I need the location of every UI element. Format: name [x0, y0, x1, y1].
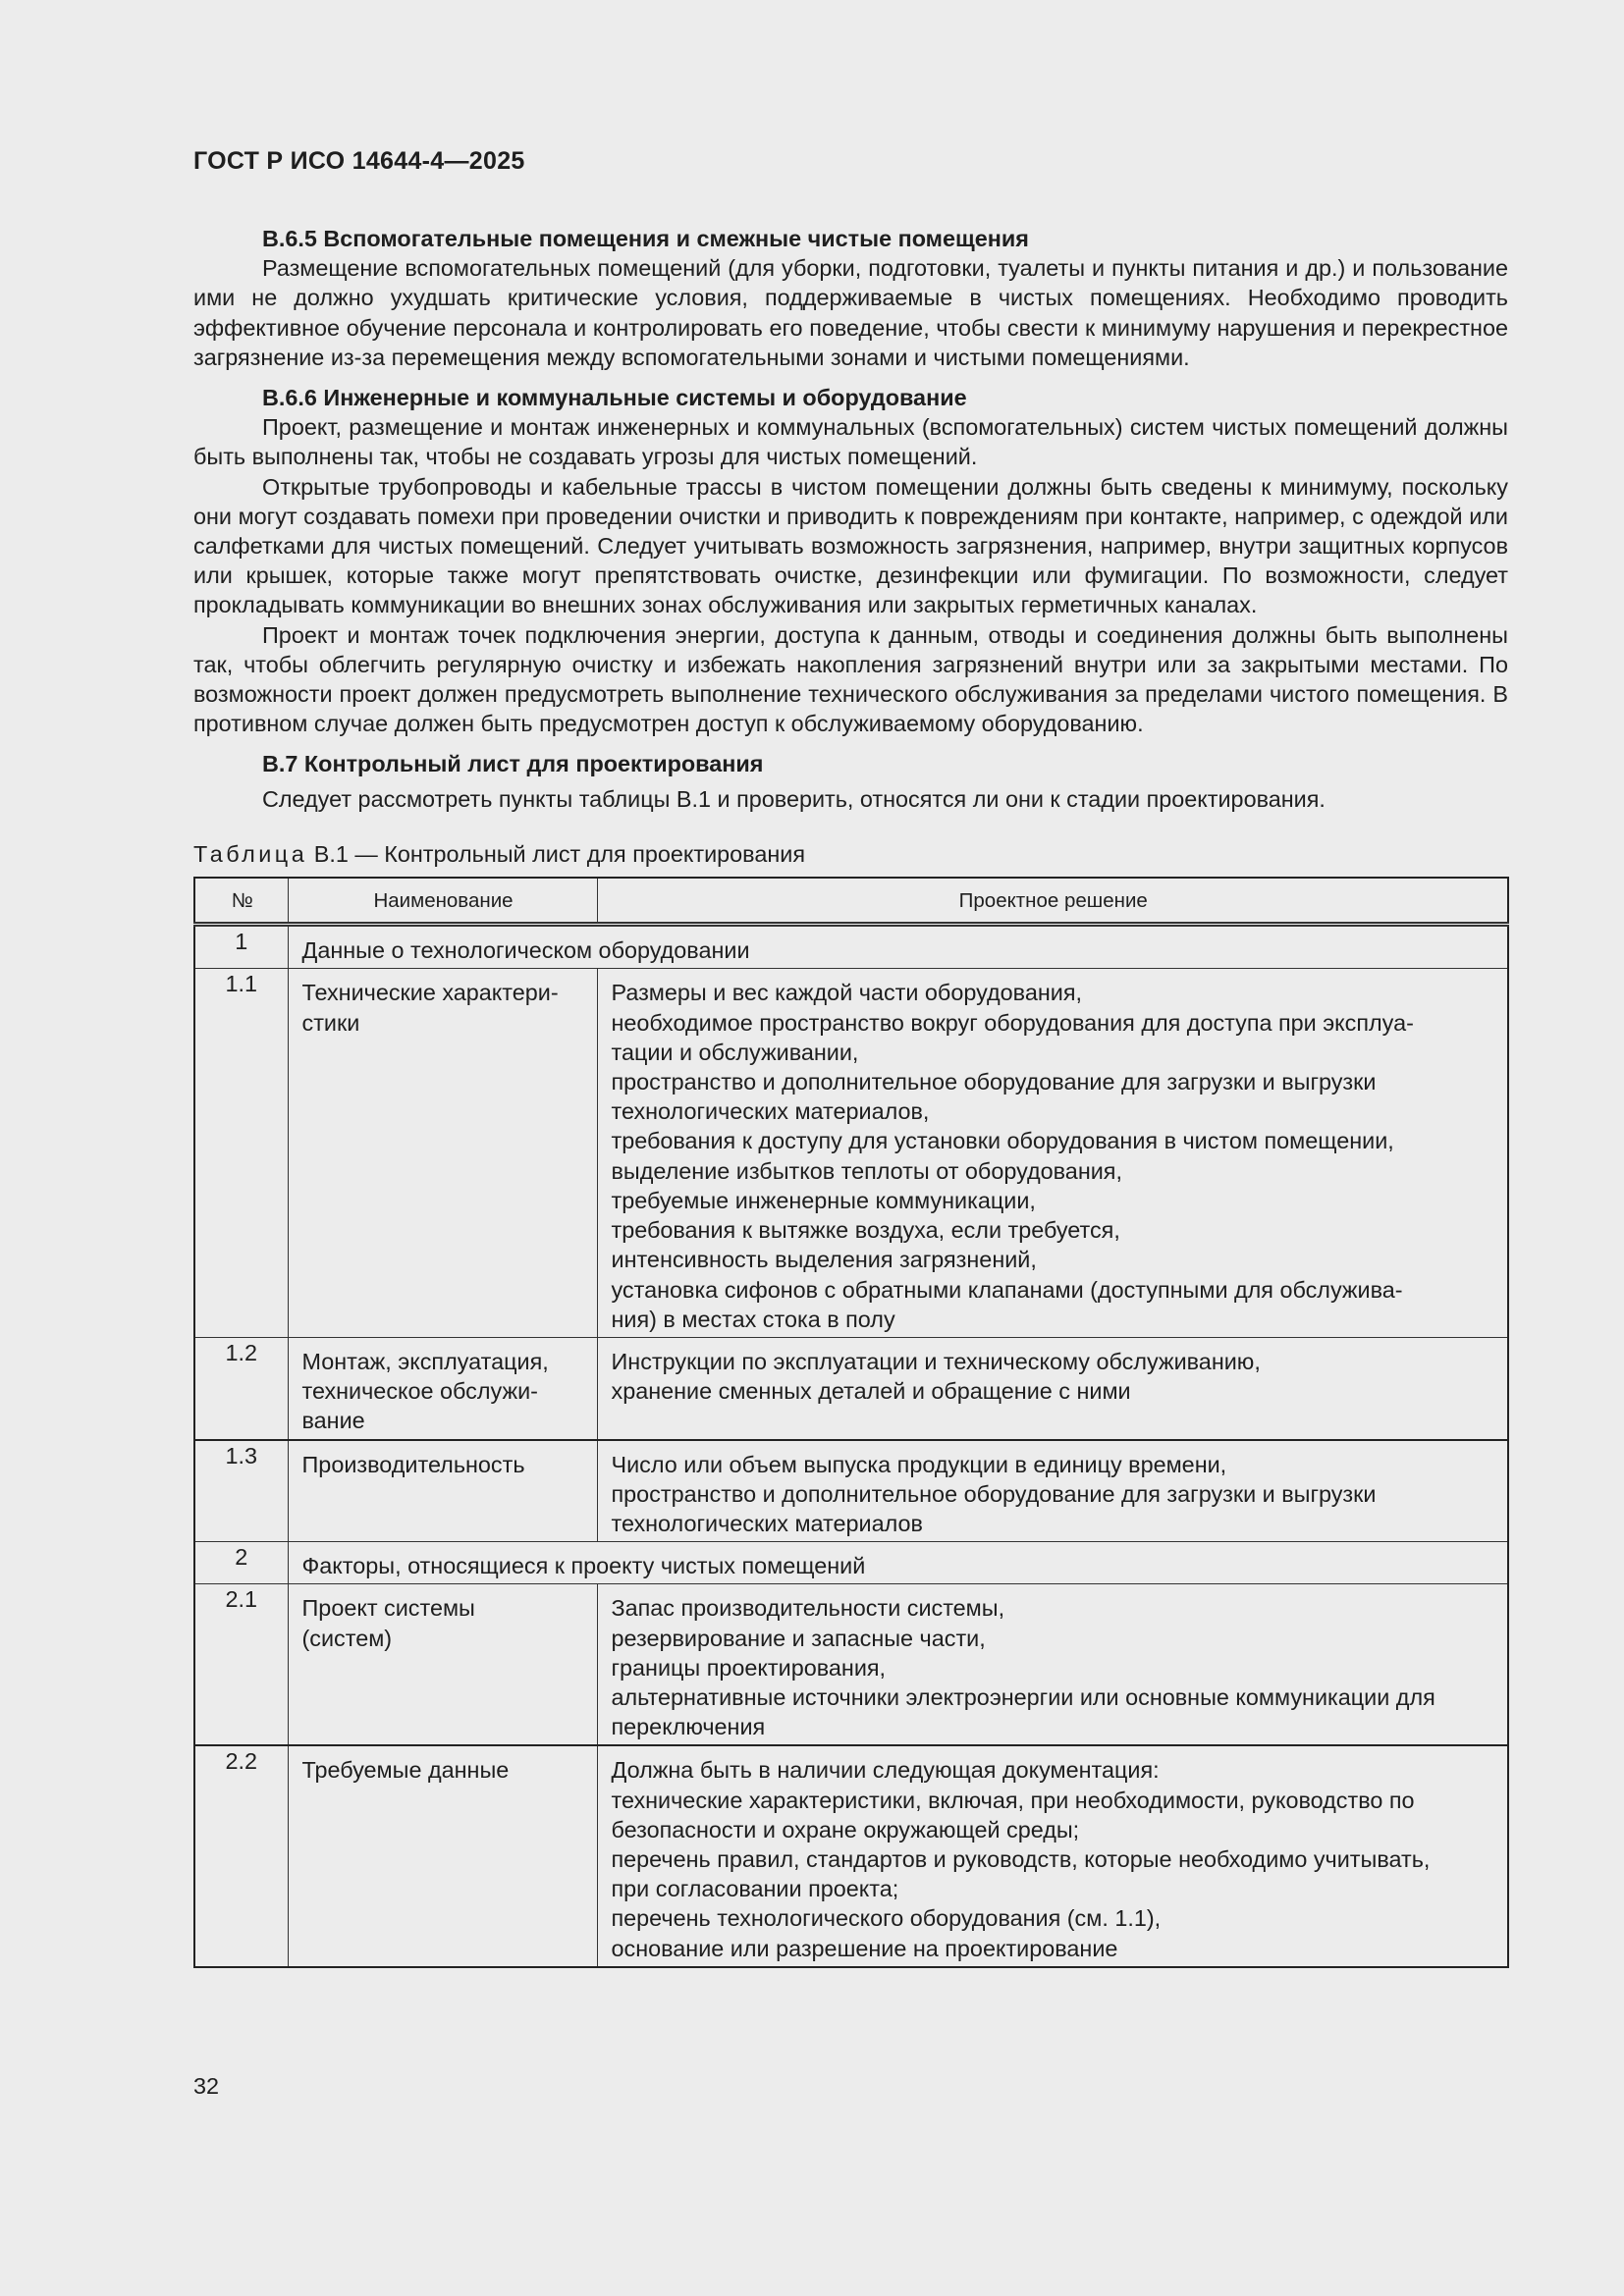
design-solution-line: требуемые инженерные коммуникации,: [611, 1187, 1036, 1213]
table-row: [194, 1337, 1508, 1439]
item-name-line: Требуемые данные: [301, 1757, 510, 1784]
row-number: 1: [194, 925, 288, 969]
design-solution-line: границы проектирования,: [611, 1654, 887, 1681]
item-name: [288, 1337, 597, 1439]
item-name: [288, 969, 597, 1337]
column-header-solution: Проектное решение: [597, 878, 1508, 925]
table-group-row: [194, 1542, 1508, 1584]
row-number: 2.1: [194, 1584, 288, 1746]
column-header-name: Наименование: [288, 878, 597, 925]
item-name-line: Проект системы: [301, 1595, 475, 1622]
document-code-header: ГОСТ Р ИСО 14644-4—2025: [193, 147, 525, 175]
design-solution-line: ния) в местах стока в полу: [611, 1306, 895, 1332]
row-number: 1.2: [194, 1337, 288, 1439]
section-heading: B.6.6 Инженерные и коммунальные системы и оборудование: [262, 385, 967, 411]
design-solution-line: резервирование и запасные части,: [611, 1625, 986, 1651]
column-header-number: №: [194, 878, 288, 925]
design-solution-line: пространство и дополнительное оборудование для загрузки и выгрузки: [611, 1069, 1377, 1095]
design-solution-line: Число или объем выпуска продукции в единицу времени,: [611, 1451, 1227, 1477]
item-name-line: стики: [301, 1009, 360, 1036]
table-row: [194, 1584, 1508, 1746]
item-name-line: техническое обслужи-: [301, 1378, 538, 1405]
table-caption-title: B.1 — Контрольный лист для проектирования: [313, 840, 806, 867]
design-solution-line: основание или разрешение на проектирование: [611, 1935, 1118, 1961]
design-solution-line: технические характеристики, включая, при необходимости, руководство по: [611, 1787, 1415, 1813]
item-name-line: Монтаж, эксплуатация,: [301, 1348, 549, 1374]
group-title: Факторы, относящиеся к проекту чистых помещений: [288, 1542, 1508, 1584]
main-content: [193, 224, 1508, 1968]
design-solution: [597, 1745, 1508, 1966]
table-row: [194, 969, 1508, 1337]
table-caption: [193, 839, 1508, 869]
design-solution-line: перечень технологического оборудования (см. 1.1),: [611, 1905, 1162, 1932]
row-number: 1.1: [194, 969, 288, 1337]
design-solution-line: при согласовании проекта;: [611, 1876, 899, 1902]
paragraph: Открытые трубопроводы и кабельные трассы в чистом помещении должны быть сведены к минимуму, поскольку они могут создавать помехи при проведении очистки и приводить к повреждениям при контакте, например, с одеждой или салфетками для чистых помещений. Следует учитывать возможность загрязнения, например, внутри защитных корпусов или крышек, которые также могут препятствовать очистке, дезинфекции или фумигации. По возможности, следует прокладывать коммуникации во внешних зонах обслуживания или закрытых герметичных каналах.: [193, 473, 1508, 618]
design-solution-line: безопасности и охране окружающей среды;: [611, 1816, 1080, 1842]
design-solution-line: требования к вытяжке воздуха, если требуется,: [611, 1217, 1120, 1244]
item-name-line: Технические характери-: [301, 980, 559, 1006]
design-solution-line: альтернативные источники электроэнергии или основные коммуникации для: [611, 1683, 1435, 1710]
design-solution-line: необходимое пространство вокруг оборудования для доступа при эксплуа-: [611, 1009, 1414, 1036]
paragraph: Проект и монтаж точек подключения энергии, доступа к данным, отводы и соединения должны быть выполнены так, чтобы облегчить регулярную очистку и избежать накопления загрязнений внутри или за закрытыми местами. По возможности проект должен предусмотреть выполнение технического обслуживания за пределами чистого помещения. В противном случае должен быть предусмотрен доступ к обслуживаемому оборудованию.: [193, 621, 1508, 737]
design-solution: [597, 1337, 1508, 1439]
design-solution: [597, 1440, 1508, 1542]
paragraph: Размещение вспомогательных помещений (для уборки, подготовки, туалеты и пункты питания и др.) и пользование ими не должно ухудшать критические условия, поддерживаемые в чистых помещениях. Необходимо проводить эффективное обучение персонала и контролировать его поведение, чтобы свести к минимуму нарушения и перекрестное загрязнение из-за перемещения между вспомогательными зонами и чистыми помещениями.: [193, 255, 1508, 370]
design-solution-line: выделение избытков теплоты от оборудования,: [611, 1157, 1122, 1184]
table-row: [194, 1440, 1508, 1542]
table-group-row: [194, 925, 1508, 969]
paragraph: Следует рассмотреть пункты таблицы B.1 и проверить, относятся ли они к стадии проектирования.: [262, 785, 1326, 812]
design-solution-line: перечень правил, стандартов и руководств, которые необходимо учитывать,: [611, 1845, 1431, 1872]
item-name: [288, 1584, 597, 1746]
design-solution-line: интенсивность выделения загрязнений,: [611, 1247, 1037, 1273]
table-body: [194, 925, 1508, 1967]
design-solution: [597, 1584, 1508, 1746]
design-solution-line: технологических материалов: [611, 1510, 923, 1536]
design-solution-line: пространство и дополнительное оборудование для загрузки и выгрузки: [611, 1480, 1377, 1507]
table-header-row: [194, 878, 1508, 925]
design-solution: [597, 969, 1508, 1337]
section-heading: B.6.5 Вспомогательные помещения и смежные чистые помещения: [262, 226, 1029, 251]
row-number: 1.3: [194, 1440, 288, 1542]
section-heading: B.7 Контрольный лист для проектирования: [262, 751, 764, 777]
design-solution-line: установка сифонов с обратными клапанами (доступными для обслужива-: [611, 1276, 1403, 1303]
design-solution-line: Размеры и вес каждой части оборудования,: [611, 980, 1082, 1006]
design-solution-line: Инструкции по эксплуатации и техническому обслуживанию,: [611, 1348, 1261, 1374]
checklist-table: [193, 877, 1509, 1968]
table-caption-prefix: Таблица: [193, 840, 308, 867]
design-solution-line: тации и обслуживании,: [611, 1039, 859, 1065]
page-number: 32: [193, 2073, 220, 2099]
design-solution-line: хранение сменных деталей и обращение с ними: [611, 1378, 1131, 1405]
group-title: Данные о технологическом оборудовании: [288, 925, 1508, 969]
item-name-line: Производительность: [301, 1451, 525, 1477]
item-name: [288, 1745, 597, 1966]
design-solution-line: переключения: [611, 1714, 766, 1740]
design-solution-line: технологических материалов,: [611, 1098, 930, 1125]
design-solution-line: Должна быть в наличии следующая документация:: [611, 1757, 1160, 1784]
item-name-line: (систем): [301, 1625, 393, 1651]
design-solution-line: требования к доступу для установки оборудования в чистом помещении,: [611, 1128, 1394, 1154]
paragraph: Проект, размещение и монтаж инженерных и коммунальных (вспомогательных) систем чистых помещений должны быть выполнены так, чтобы не создавать угрозы для чистых помещений.: [193, 414, 1508, 470]
row-number: 2.2: [194, 1745, 288, 1966]
item-name: [288, 1440, 597, 1542]
design-solution-line: Запас производительности системы,: [611, 1595, 1005, 1622]
row-number: 2: [194, 1542, 288, 1584]
item-name-line: вание: [301, 1408, 365, 1434]
table-row: [194, 1745, 1508, 1966]
